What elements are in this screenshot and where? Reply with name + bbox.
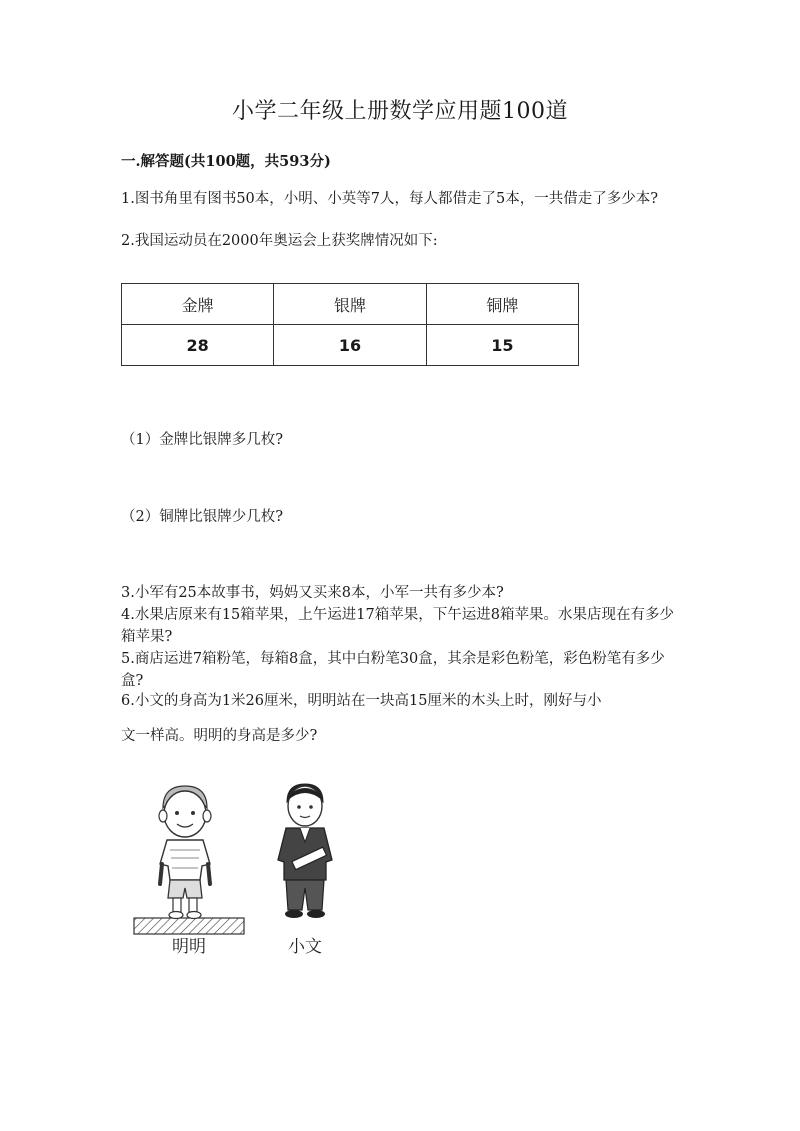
table-row [122, 325, 579, 366]
question-6-line-2: 文一样高。明明的身高是多少? [121, 728, 318, 744]
section-heading: 一.解答题(共100题，共593分) [121, 153, 331, 170]
value-bronze: 15 [426, 325, 578, 366]
question-5: 5.商店运进7箱粉笔，每箱8盒，其中白粉笔30盒，其余是彩色粉笔，彩色粉笔有多少盒? [121, 651, 665, 689]
question-3: 3.小军有25本故事书，妈妈又买来8本，小军一共有多少本? [121, 585, 504, 601]
question-2-sub-2: （2）铜牌比银牌少几枚? [121, 509, 283, 525]
header-gold: 金牌 [122, 284, 274, 325]
mingming-figure [134, 786, 244, 934]
height-comparison-illustration [130, 780, 360, 960]
question-6-line-1: 6.小文的身高为1米26厘米，明明站在一块高15厘米的木头上时，刚好与小 [121, 693, 602, 709]
value-gold: 28 [122, 325, 274, 366]
table-header-row [122, 284, 579, 325]
xiaowen-figure [278, 784, 332, 918]
question-2-sub-1: （1）金牌比银牌多几枚? [121, 432, 283, 448]
header-silver: 银牌 [274, 284, 426, 325]
page-title: 小学二年级上册数学应用题100道 [232, 99, 568, 124]
mingming-caption: 明明 [172, 937, 206, 957]
medal-table [121, 283, 579, 366]
question-4: 4.水果店原来有15箱苹果，上午运进17箱苹果，下午运进8箱苹果。水果店现在有多少箱苹果? [121, 607, 674, 645]
question-1: 1.图书角里有图书50本，小明、小英等7人，每人都借走了5本，一共借走了多少本? [121, 191, 659, 207]
question-2: 2.我国运动员在2000年奥运会上获奖牌情况如下: [121, 233, 438, 249]
xiaowen-caption: 小文 [288, 937, 322, 957]
header-bronze: 铜牌 [426, 284, 578, 325]
wooden-block [134, 918, 244, 934]
value-silver: 16 [274, 325, 426, 366]
